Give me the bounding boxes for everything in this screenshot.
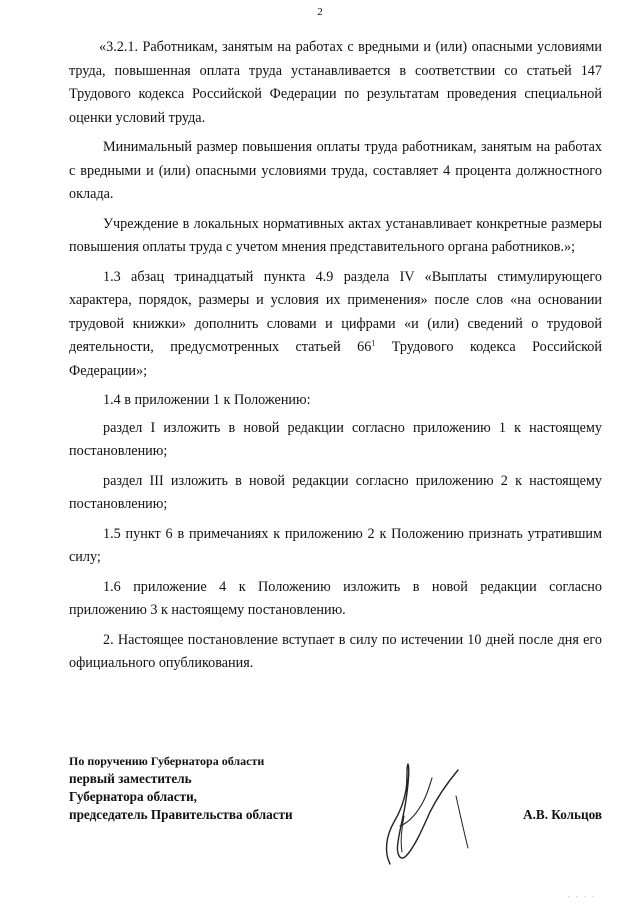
paragraph-2-effective: 2. Настоящее постановление вступает в силу по истечении 10 дней после дня его официального опубликования. [69, 631, 602, 671]
paragraph-3-2-1: «3.2.1. Работникам, занятым на работах с вредными и (или) опасными условиями труда, повышенная оплата труда устанавливается в соответствии со статьей 147 Трудового кодекса Российской Федерации по результатам проведения специальной оценки условий труда. [69, 39, 602, 126]
paragraph-1-3-text: 1.3 абзац тринадцатый пункта 4.9 раздела IV «Выплаты стимулирующего характера, порядок, размеры и условия их применения» после слов «на основании трудовой книжки» дополнить словами и цифрами «и (или) сведений о трудовой деятельности, предусмотренных статьей 66 [69, 268, 602, 355]
paragraph-section-iii: раздел III изложить в новой редакции согласно приложению 2 к настоящему постановлению; [69, 472, 602, 512]
signer-position-line1: первый заместитель [69, 771, 192, 786]
signer-name: А.В. Кольцов [523, 807, 602, 822]
paragraph-section-i: раздел I изложить в новой редакции согласно приложению 1 к настоящему постановлению; [69, 419, 602, 459]
handwritten-signature-icon [360, 756, 480, 876]
superscript-article: 1 [371, 338, 376, 348]
document-body [69, 36, 602, 682]
paragraph-minimal-increase: Минимальный размер повышения оплаты труда работникам, занятым на работах с вредными и (или) опасными условиями труда, составляет 4 процента должностного оклада. [69, 139, 602, 202]
scan-artifact-mark: · · · · [567, 893, 596, 901]
paragraph-1-4: 1.4 в приложении 1 к Положению: [103, 392, 311, 408]
signer-position-line2: Губернатора области, [69, 789, 197, 804]
signature-block [69, 752, 602, 832]
page-number: 2 [317, 6, 323, 18]
paragraph-1-3-tail: Трудового кодекса Российской Федерации»; [69, 339, 602, 379]
signer-position-line3: председатель Правительства области [69, 807, 293, 822]
paragraph-local-acts: Учреждение в локальных нормативных актах устанавливает конкретные размеры повышения оплаты труда с учетом мнения представительного органа работников.»; [69, 215, 602, 255]
signer-authority-line: По поручению Губернатора области [69, 754, 265, 768]
paragraph-1-6: 1.6 приложение 4 к Положению изложить в новой редакции согласно приложению 3 к настоящему постановлению. [69, 578, 602, 618]
paragraph-1-3 [69, 266, 602, 384]
paragraph-1-5: 1.5 пункт 6 в примечаниях к приложению 2 к Положению признать утратившим силу; [69, 525, 602, 565]
